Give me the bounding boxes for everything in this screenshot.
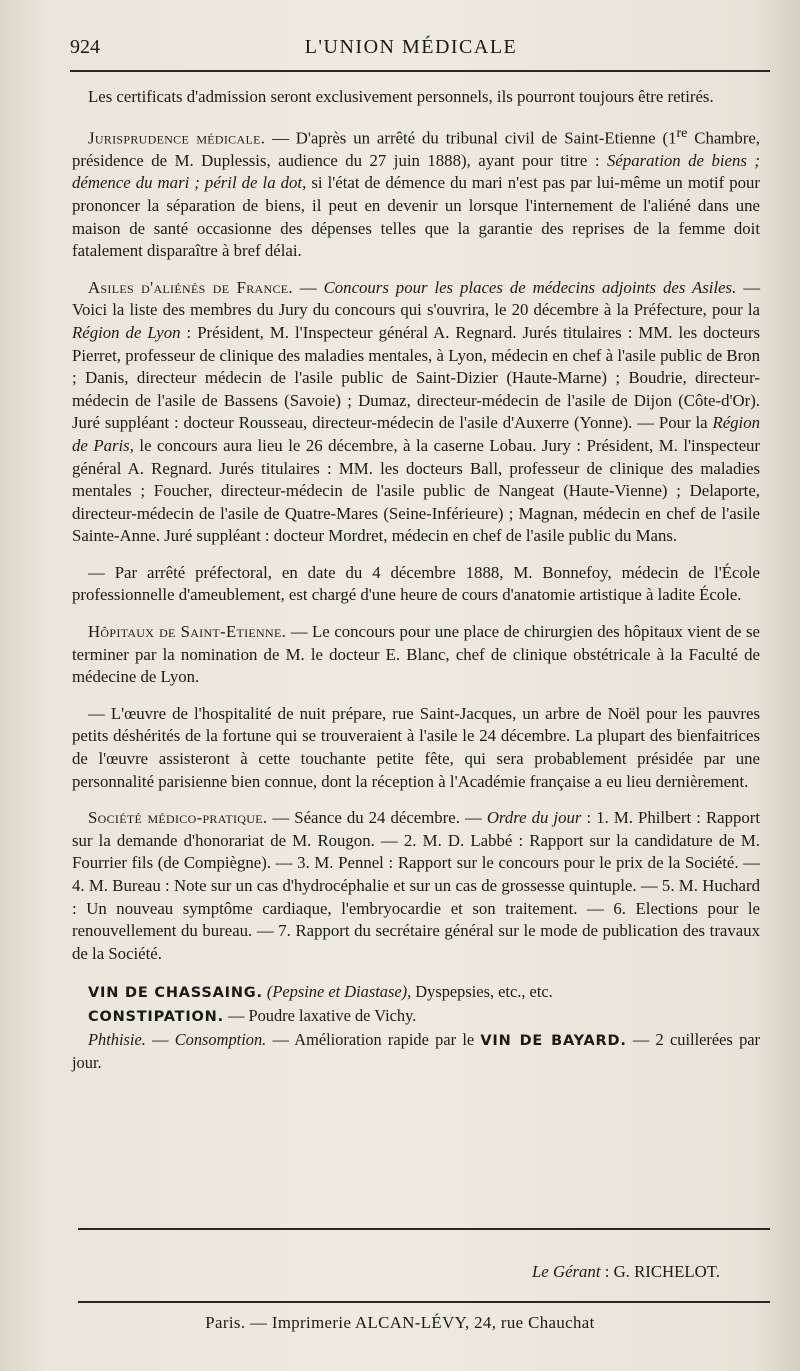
paragraph-societe: Société médico-pratique. — Séance du 24 décembre. — Ordre du jour : 1. M. Philbert : Rapport sur la demande d'honorariat de M. Rougon. — 2. M. D. Labbé : Rapport sur la candidature de M. Fourrier fils (de Compiègne). — 3. M. Pennel : Rapport sur le concours pour le prix de la Société. — 4. M. Bureau : Note sur un cas d'hydrocéphalie et sur un cas de grossesse quintuple. — 5. M. Huchard : Un nouveau symptôme cardiaque, l'embryocardie et son traitement. — 6. Elections pour le renouvellement du bureau. — 7. Rapport du secrétaire général sur le mode de publication des travaux de la Société.	[72, 808, 761, 963]
section-lead: Hôpitaux de Saint-Etienne.	[88, 622, 287, 642]
printer-imprint: Paris. — Imprimerie ALCAN-LÉVY, 24, rue Chauchat	[205, 1313, 595, 1332]
paragraph-bonnefoy: — Par arrêté préfectoral, en date du 4 décembre 1888, M. Bonnefoy, médecin de l'École professionnelle d'ameublement, est chargé d'une heure de cours d'anatomie artistique à ladite École.	[72, 562, 760, 605]
ad-vin-bayard: Phthisie. — Consomption. — Amélioration rapide par le VIN DE BAYARD. — 2 cuillerées par jour.	[72, 1029, 760, 1073]
footer-rule-top	[78, 1228, 770, 1230]
ad-constipation: CONSTIPATION. — Poudre laxative de Vichy.	[88, 1005, 417, 1025]
running-title: L'UNION MÉDICALE	[304, 36, 518, 58]
ad-vin-chassaing: VIN DE CHASSAING. (Pepsine et Diastase), Dyspepsies, etc., etc.	[88, 982, 553, 1002]
gerant-signature: Le Gérant : G. RICHELOT.	[531, 1262, 720, 1281]
page-number: 924	[70, 36, 100, 58]
paragraph-certificats: Les certificats d'admission seront exclusivement personnels, ils pourront toujours être retirés.	[88, 87, 714, 106]
section-lead: Société médico-pratique.	[88, 808, 268, 828]
paragraph-jurisprudence: Jurisprudence médicale. — D'après un arrêté du tribunal civil de Saint-Etienne (1re Chambre, présidence de M. Duplessis, audience du 27 juin 1888), ayant pour titre : Séparation de biens ; démence du mari ; péril de la dot, si l'état de démence du mari n'est pas par lui-même un motif pour prononcer la séparation de biens, il peut en devenir un lorsque l'internement de l'aliéné dans une maison de santé occasionne des dépenses telles que la garantie des reprises de la femme doit fatalement disparaître à bref délai.	[72, 125, 761, 261]
paragraph-hospitalite: — L'œuvre de l'hospitalité de nuit prépare, rue Saint-Jacques, un arbre de Noël pour les pauvres petits déshérités de la fortune qui se trouveraient à l'asile le 24 décembre. La plupart des bienfaitrices de l'œuvre assisteront à cette touchante petite fête, qui sera probablement présidée par une personnalité parisienne bien connue, dont la réception à l'Académie française a eu lieu dernièrement.	[72, 703, 760, 791]
section-lead: Jurisprudence médicale.	[88, 128, 266, 148]
header-rule	[70, 70, 770, 72]
advertisements	[72, 981, 760, 1074]
section-lead: Asiles d'aliénés de France.	[88, 277, 293, 297]
paragraph-hopitaux: Hôpitaux de Saint-Etienne. — Le concours pour une place de chirurgien des hôpitaux vient de se terminer par la nomination de M. le docteur E. Blanc, chef de clinique obstétricale à la Faculté de médecine de Lyon.	[72, 622, 761, 687]
page-header	[70, 36, 752, 64]
paragraph-asiles: Asiles d'aliénés de France. — Concours pour les places de médecins adjoints des Asiles. — Voici la liste des membres du Jury du concours qui s'ouvrira, le 20 décembre à la Préfecture, pour la Région de Lyon : Président, M. l'Inspecteur général A. Regnard. Jurés titulaires : MM. les docteurs Pierret, professeur de clinique des maladies mentales, à Lyon, médecin en chef à l'asile public de Bron ; Danis, directeur médecin de l'asile public de Saint-Dizier (Haute-Marne) ; Boudrie, directeur-médecin de l'asile de Bassens (Savoie) ; Dumaz, directeur-médecin de l'asile de Dijon (Côte-d'Or). Juré suppléant : docteur Rousseau, directeur-médecin de l'asile d'Auxerre (Yonne). — Pour la Région de Paris, le concours aura lieu le 26 décembre, à la caserne Lobau. Jury : Président, M. l'inspecteur général A. Regnard. Jurés titulaires : MM. les docteurs Ball, professeur de clinique des maladies mentales ; Foucher, directeur-médecin de l'asile public de Nangeat (Haute-Vienne) ; Delaporte, directeur-médecin de l'asile de Quatre-Mares (Seine-Inférieure) ; Magnan, médecin en chef de l'asile Sainte-Anne. Juré suppléant : docteur Mordret, médecin en chef de l'asile public du Mans.	[72, 277, 761, 546]
article-body	[72, 86, 760, 1075]
footer-rule-bottom	[78, 1301, 770, 1303]
